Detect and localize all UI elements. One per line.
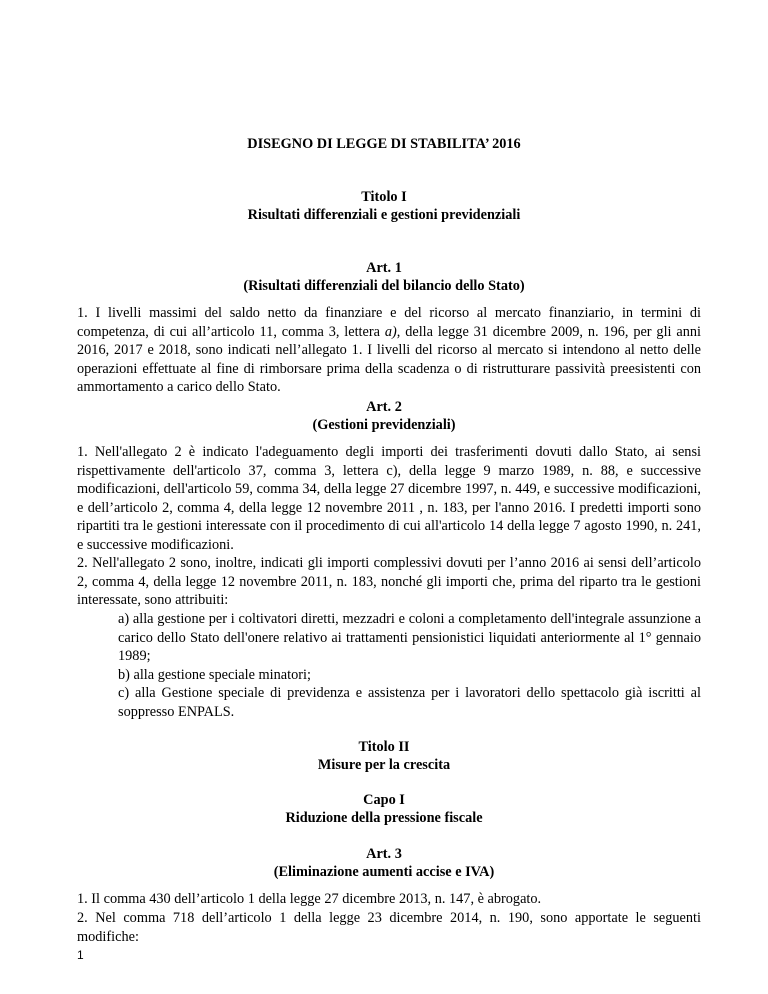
- art-1-heading: (Risultati differenziali del bilancio dello Stato): [243, 278, 525, 294]
- document-title: DISEGNO DI LEGGE DI STABILITA’ 2016: [247, 136, 521, 152]
- art-2-paragraph-2: 2. Nell'allegato 2 sono, inoltre, indicati gli importi complessivi dovuti per l’anno 2016 ai sensi dell’articolo 2, comma 4, della legge 12 novembre 2011, n. 183, nonché gli importi che, prima del riparto tra le gestioni interessate, sono attribuiti:: [77, 555, 701, 609]
- art-1-label: Art. 1: [366, 260, 402, 276]
- titolo-1-label: Titolo I: [361, 189, 407, 205]
- art-2-list: [118, 610, 701, 722]
- art-2-heading: (Gestioni previdenziali): [312, 417, 456, 433]
- art-3-paragraph-1: 1. Il comma 430 dell’articolo 1 della legge 27 dicembre 2013, n. 147, è abrogato.: [77, 891, 542, 907]
- titolo-2-label: Titolo II: [358, 739, 410, 755]
- capo-1-heading: Riduzione della pressione fiscale: [285, 810, 483, 826]
- titolo-2-heading: Misure per la crescita: [317, 757, 451, 773]
- art-3-label: Art. 3: [366, 846, 402, 862]
- capo-1-label: Capo I: [363, 792, 405, 808]
- art-1-paragraph-1: 1. I livelli massimi del saldo netto da finanziare e del ricorso al mercato finanziario, in termini di competenza, di cui all’articolo 11, comma 3, lettera a), della legge 31 dicembre 2009, n. 196, per gli anni 2016, 2017 e 2018, sono indicati nell’allegato 1. I livelli del ricorso al mercato si intendono al netto delle operazioni effettuate al fine di rimborsare prima della scadenza o di ristrutturare passività preesistenti con ammortamento a carico dello Stato.: [77, 305, 701, 396]
- art-2-label: Art. 2: [366, 399, 402, 415]
- art-3-paragraph-2: 2. Nel comma 718 dell’articolo 1 della legge 23 dicembre 2014, n. 190, sono apportate le seguenti modifiche:: [77, 910, 701, 945]
- page-number: 1: [77, 948, 84, 962]
- list-item: c) alla Gestione speciale di previdenza e assistenza per i lavoratori dello spettacolo già iscritti al soppresso ENPALS.: [118, 685, 701, 720]
- list-item: b) alla gestione speciale minatori;: [118, 666, 311, 683]
- art-3-heading: (Eliminazione aumenti accise e IVA): [273, 864, 495, 880]
- titolo-1-heading: Risultati differenziali e gestioni previdenziali: [247, 207, 521, 223]
- list-item: a) alla gestione per i coltivatori diretti, mezzadri e coloni a completamento dell'integrale assunzione a carico dello Stato dell'onere relativo ai trattamenti pensionistici liquidati anteriormente al 1° gennaio 1989;: [118, 611, 701, 665]
- art-2-paragraph-1: 1. Nell'allegato 2 è indicato l'adeguamento degli importi dei trasferimenti dovuti dallo Stato, ai sensi rispettivamente dell'articolo 37, comma 3, lettera c), della legge 9 marzo 1989, n. 88, e successive modificazioni, dell'articolo 59, comma 34, della legge 27 dicembre 1997, n. 449, e successive modificazioni, e dell’articolo 2, comma 4, della legge 12 novembre 2011 , n. 183, per l'anno 2016. I predetti importi sono ripartiti tra le gestioni interessate con il procedimento di cui all'articolo 14 della legge 7 agosto 1990, n. 241, e successive modificazioni.: [77, 444, 701, 553]
